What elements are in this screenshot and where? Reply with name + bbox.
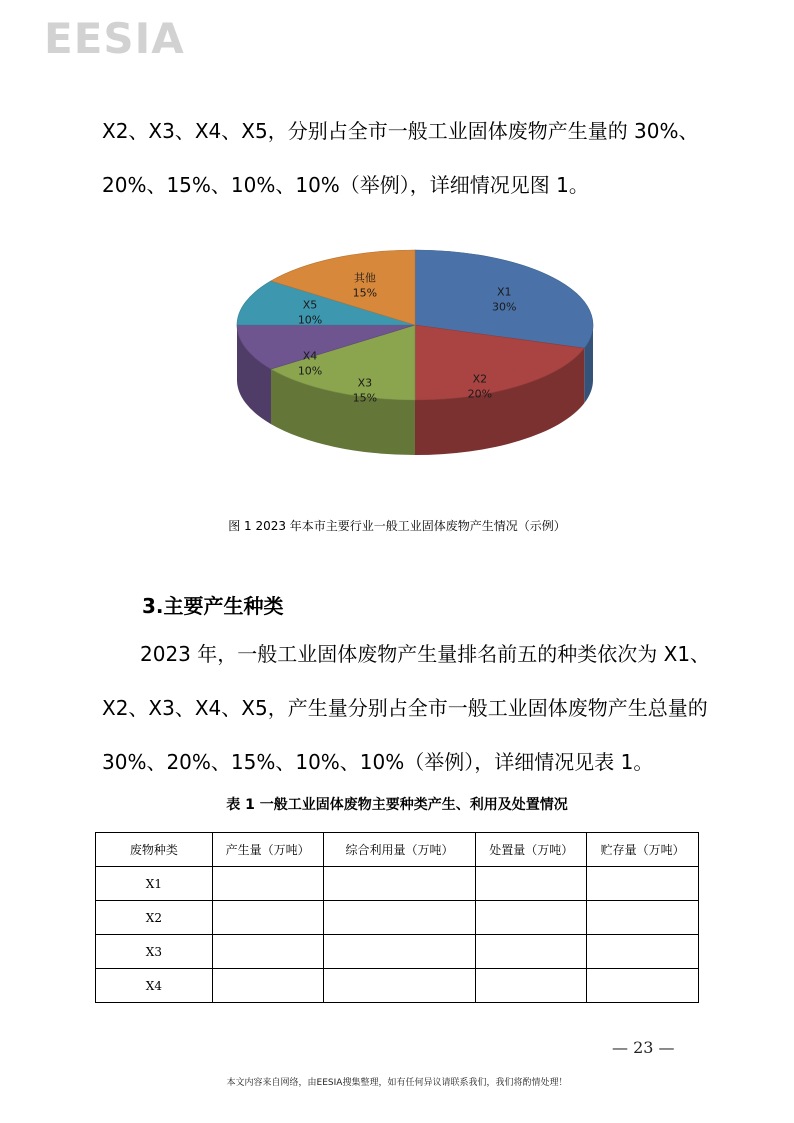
- pie-category-label: X4: [302, 349, 318, 363]
- pie-category-label: X3: [357, 376, 373, 390]
- paragraph-line: 30%、20%、15%、10%、10%（举例），详细情况见表 1。: [102, 750, 654, 774]
- table-cell: [476, 969, 587, 1003]
- table-cell: [587, 901, 699, 935]
- paragraph-line: X2、X3、X4、X5，分别占全市一般工业固体废物产生量的 30%、: [102, 119, 699, 143]
- column-header: 处置量（万吨）: [476, 833, 587, 867]
- page-number: — 23 —: [612, 1038, 675, 1057]
- table-cell: [476, 901, 587, 935]
- paragraph-line: 20%、15%、10%、10%（举例），详细情况见图 1。: [102, 173, 589, 197]
- paragraph-line: 2023 年，一般工业固体废物产生量排名前五的种类依次为 X1、: [140, 642, 711, 666]
- pie-value-label: 15%: [352, 391, 378, 405]
- logo: EESIA: [44, 14, 185, 63]
- table-cell: [323, 969, 476, 1003]
- pie-category-label: X1: [497, 285, 512, 299]
- pie-value-label: 30%: [492, 300, 517, 314]
- table-row: [96, 935, 699, 969]
- pie-chart: [220, 240, 610, 480]
- column-header: 产生量（万吨）: [212, 833, 323, 867]
- table-cell: X3: [96, 935, 213, 969]
- column-header: 废物种类: [96, 833, 213, 867]
- table-cell: [587, 867, 699, 901]
- table-row: [96, 969, 699, 1003]
- pie-value-label: 15%: [352, 286, 378, 300]
- table-cell: X4: [96, 969, 213, 1003]
- table-header-row: [96, 833, 699, 867]
- pie-value-label: 20%: [467, 387, 493, 401]
- table-row: [96, 867, 699, 901]
- pie-chart-svg: [220, 240, 610, 480]
- table-cell: [212, 935, 323, 969]
- table-cell: [476, 867, 587, 901]
- table-row: [96, 901, 699, 935]
- table-cell: [323, 867, 476, 901]
- column-header: 综合利用量（万吨）: [323, 833, 476, 867]
- table-cell: [212, 901, 323, 935]
- table-cell: [323, 901, 476, 935]
- table-cell: X2: [96, 901, 213, 935]
- section-heading: 3.主要产生种类: [142, 594, 284, 618]
- pie-category-label: 其他: [353, 271, 376, 285]
- pie-category-label: X2: [472, 372, 488, 386]
- column-header: 贮存量（万吨）: [587, 833, 699, 867]
- figure-caption: 图 1 2023 年本市主要行业一般工业固体废物产生情况（示例）: [228, 519, 566, 533]
- table-cell: [476, 935, 587, 969]
- table-cell: [323, 935, 476, 969]
- table-cell: [212, 969, 323, 1003]
- paragraph-line: X2、X3、X4、X5，产生量分别占全市一般工业固体废物产生总量的: [102, 696, 708, 720]
- pie-category-label: X5: [302, 298, 318, 312]
- table-cell: X1: [96, 867, 213, 901]
- waste-table: [95, 832, 699, 1003]
- table-title: 表 1 一般工业固体废物主要种类产生、利用及处置情况: [226, 797, 568, 813]
- pie-value-label: 10%: [297, 364, 323, 378]
- table-cell: [212, 867, 323, 901]
- footer-note: 本文内容来自网络，由EESIA搜集整理，如有任何异议请联系我们，我们将酌情处理！: [226, 1078, 568, 1088]
- table-cell: [587, 969, 699, 1003]
- pie-value-label: 10%: [297, 313, 323, 327]
- table-cell: [587, 935, 699, 969]
